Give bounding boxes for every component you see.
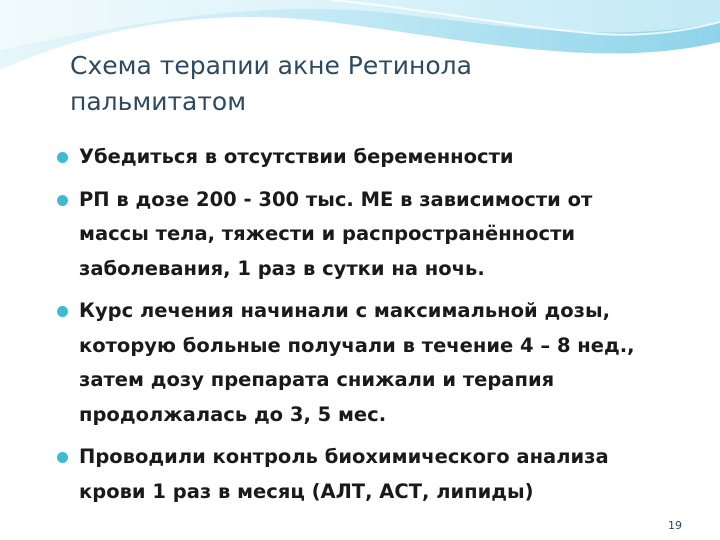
bullet-text-line: которую больные получали в течение 4 – 8 нед.,: [79, 333, 635, 357]
title-line: Схема терапии акне Ретинола: [70, 51, 472, 80]
slide-title: [70, 48, 690, 120]
bullet-text-line: Убедиться в отсутствии беременности: [79, 145, 514, 168]
bullet-item: [52, 294, 692, 432]
bullet-list: [52, 140, 692, 517]
bullet-text-line: заболевания, 1 раз в сутки на ночь.: [79, 256, 485, 280]
slide-page-number: 19: [668, 519, 682, 532]
bullet-text-line: Курс лечения начинали с максимальной дозы,: [79, 299, 611, 322]
bullet-dot-icon: [57, 152, 68, 163]
bullet-item: [52, 140, 692, 175]
bullet-item: [52, 440, 692, 509]
bullet-text-line: затем дозу препарата снижали и терапия: [79, 368, 555, 391]
bullet-text-line: Проводили контроль биохимического анализа: [79, 445, 609, 468]
bullet-text-line: массы тела, тяжести и распространённости: [79, 222, 576, 245]
bullet-text-line: продолжалась до 3, 5 мес.: [79, 402, 387, 426]
bullet-text-line: крови 1 раз в месяц (АЛТ, АСТ, липиды): [79, 479, 534, 503]
title-line: пальмитатом: [70, 87, 247, 116]
bullet-item: [52, 183, 692, 287]
bullet-text-line: РП в дозе 200 - 300 тыс. МЕ в зависимости от: [79, 187, 593, 211]
bullet-dot-icon: [57, 195, 68, 206]
bullet-dot-icon: [57, 306, 68, 317]
bullet-dot-icon: [57, 452, 68, 463]
